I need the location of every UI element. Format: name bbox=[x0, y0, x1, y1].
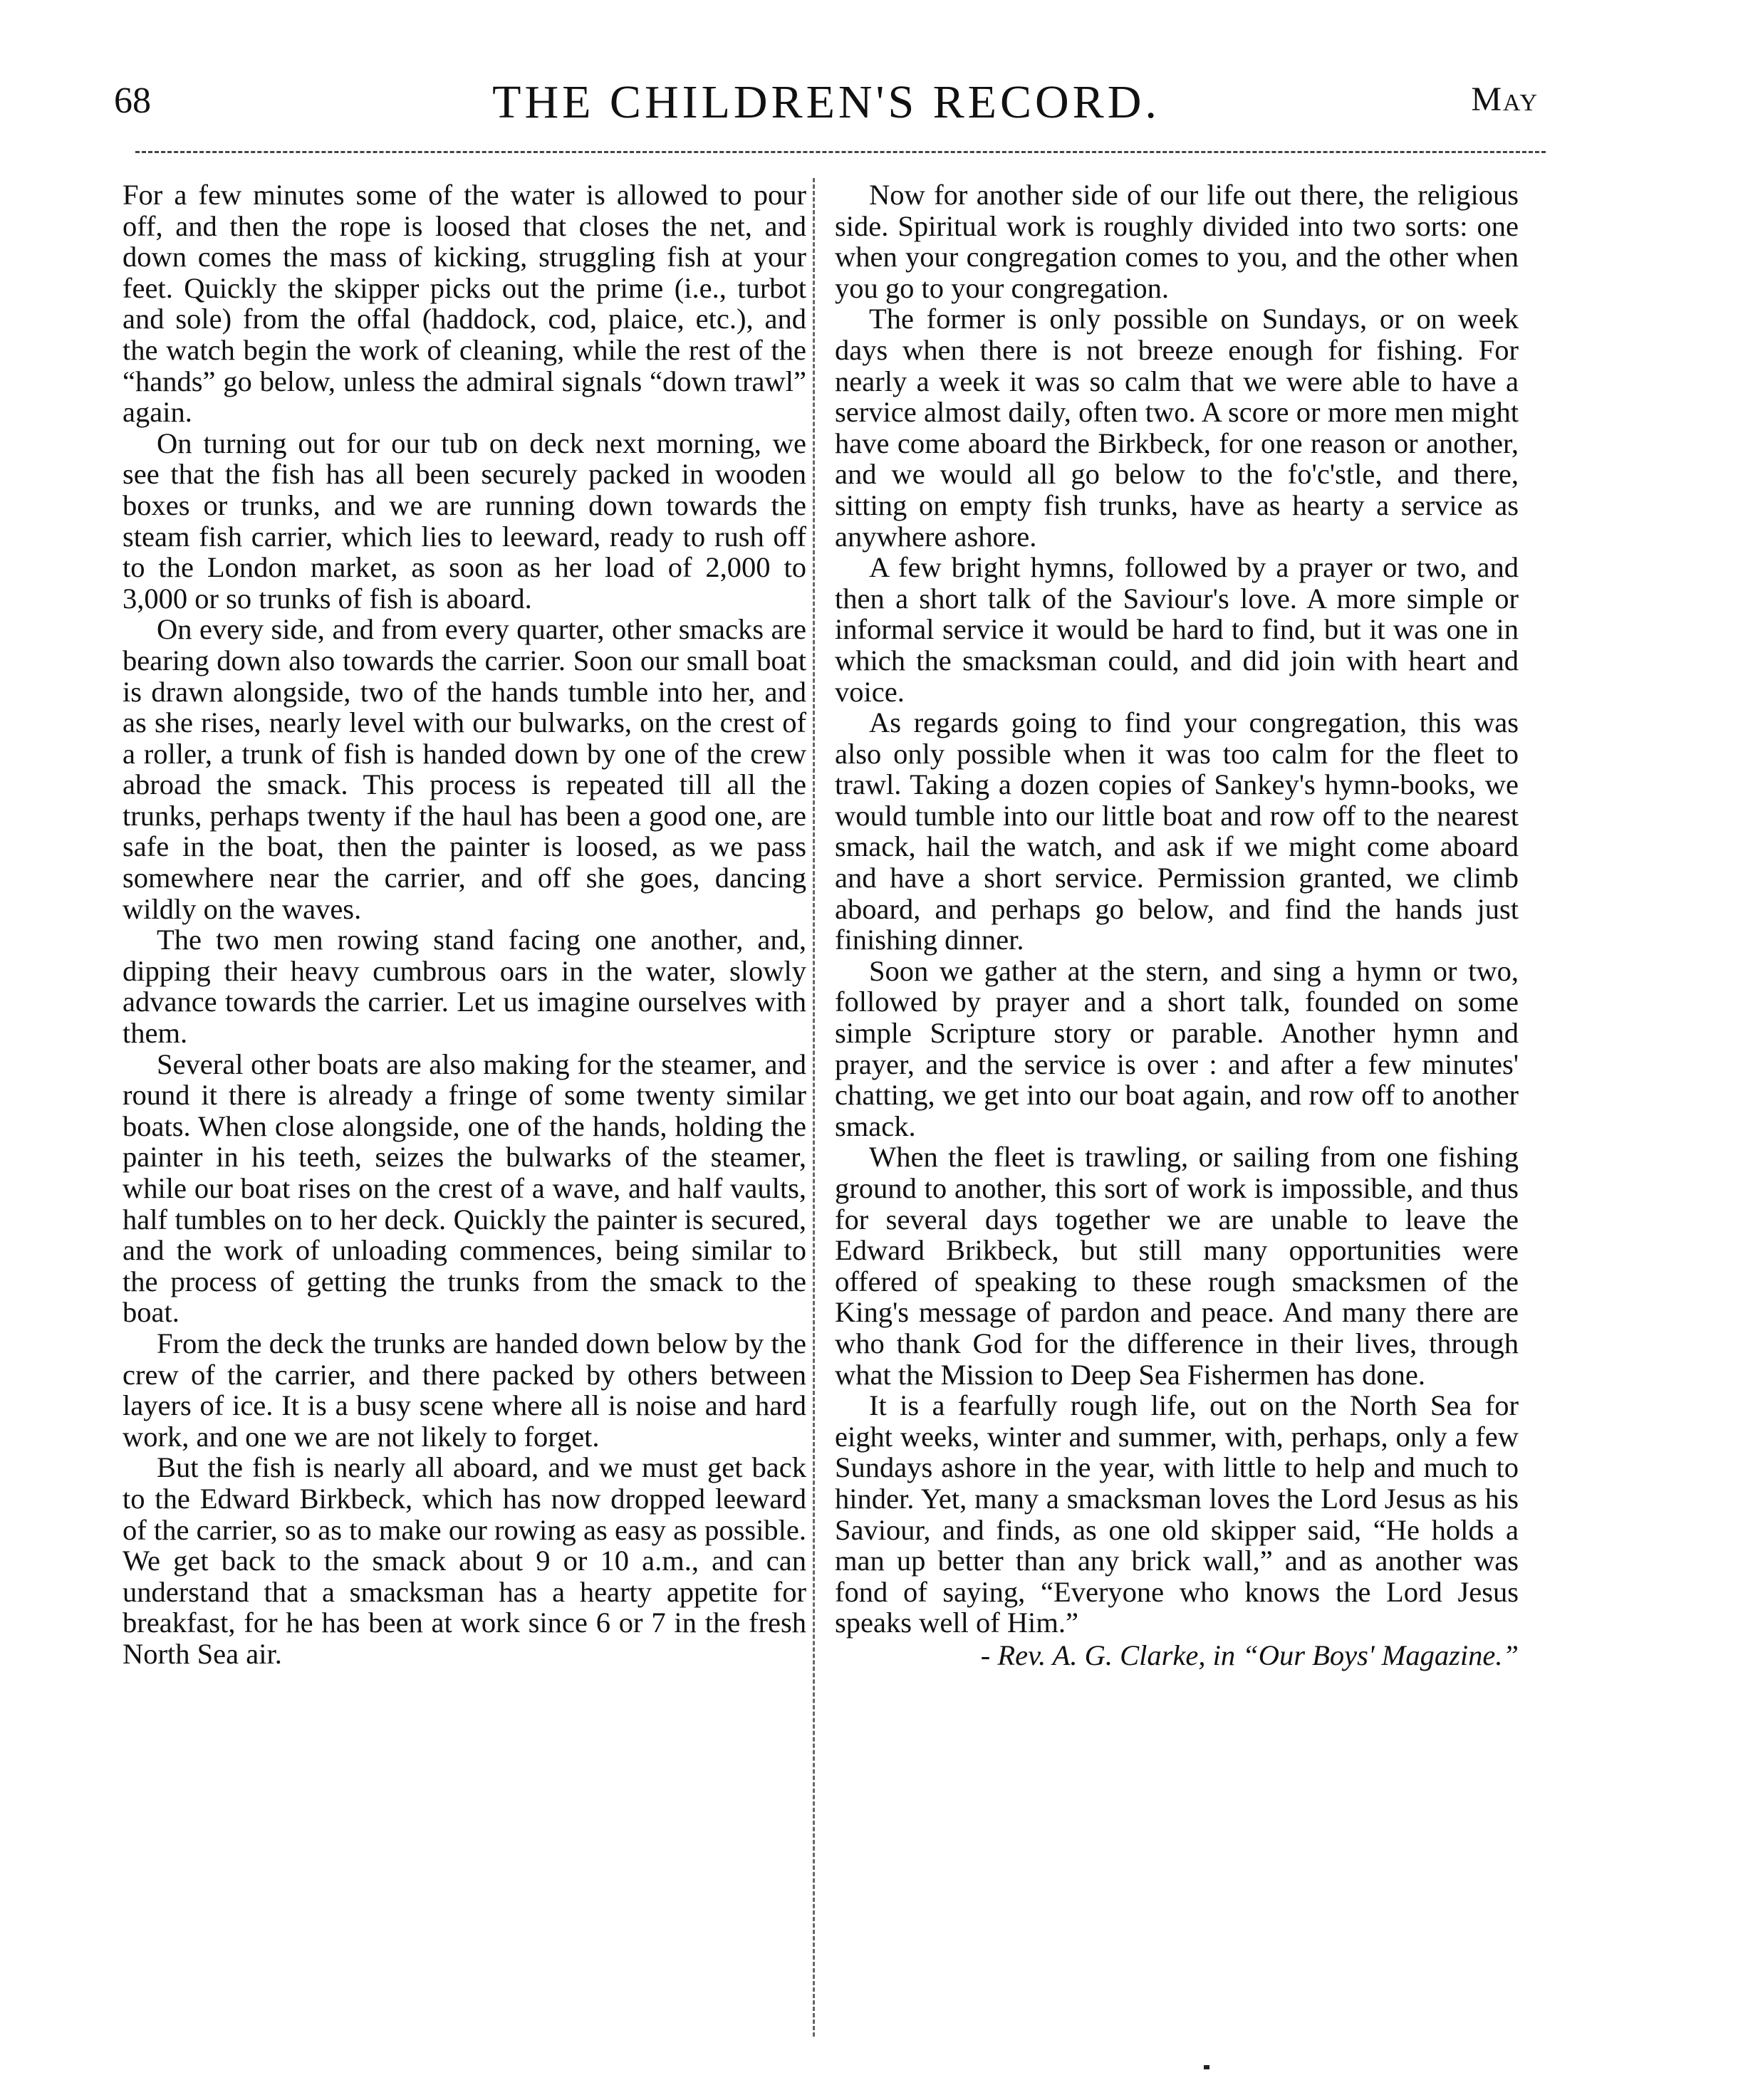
print-mark bbox=[1204, 2065, 1209, 2069]
paragraph: But the fish is nearly all aboard, and we must get back to the Edward Birkbeck, which has now dropped leeward of the carrier, so as to make our rowing as easy as possible. We get back to the smack about 9 or 10 a.m., and can understand that a smacksman has a hearty appetite for breakfast, for he has been at work since 6 or 7 in the fresh North Sea air. bbox=[123, 1451, 806, 1670]
paragraph: It is a fearfully rough life, out on the North Sea for eight weeks, winter and summer, with, perhaps, only a few Sundays ashore in the year, with little to help and much to hinder. Yet, many a smacksman loves the Lord Jesus as his Saviour, and finds, as one old skipper said, “He holds a man up better than any brick wall,” and as another was fond of saying, “Everyone who knows the Lord Jesus speaks well of Him.” bbox=[835, 1389, 1519, 1639]
publication-title: THE CHILDREN'S RECORD. bbox=[492, 76, 1160, 128]
issue-month: May bbox=[1471, 80, 1539, 118]
paragraph: Soon we gather at the stern, and sing a hymn or two, followed by prayer and a short talk, founded on some simple Scripture story or parable. Another hymn and prayer, and the service is over : and after a few minutes' chatting, we get into our boat again, and row off to another smack. bbox=[835, 954, 1519, 1142]
header-rule bbox=[135, 151, 1546, 153]
paragraph: Now for another side of our life out there, the religious side. Spiritual work is roughly divided into two sorts: one when your congregation comes to you, and the other when you go to your congregation. bbox=[835, 179, 1519, 304]
left-column bbox=[123, 179, 806, 1670]
paragraph: A few bright hymns, followed by a prayer or two, and then a short talk of the Saviour's love. A more simple or informal service it would be hard to find, but it was one in which the smacksman could, and did join with heart and voice. bbox=[835, 551, 1519, 708]
paragraph: On turning out for our tub on deck next morning, we see that the fish has all been securely packed in wooden boxes or trunks, and we are running down towards the steam fish carrier, which lies to leeward, ready to rush off to the London market, as soon as her load of 2,000 to 3,000 or so trunks of fish is aboard. bbox=[123, 427, 806, 615]
paragraph: Several other boats are also making for the steamer, and round it there is already a fringe of some twenty similar boats. When close alongside, one of the hands, holding the painter in his teeth, seizes the bulwarks of the steamer, while our boat rises on the crest of a wave, and half vaults, half tumbles on to her deck. Quickly the painter is secured, and the work of unloading commences, being similar to the process of getting the trunks from the smack to the boat. bbox=[123, 1048, 806, 1329]
paragraph: The two men rowing stand facing one another, and, dipping their heavy cumbrous oars in the water, slowly advance towards the carrier. Let us imagine ourselves with them. bbox=[123, 924, 806, 1050]
page-header bbox=[114, 76, 1539, 137]
paragraph: From the deck the trunks are handed down below by the crew of the carrier, and there packed by others between layers of ice. It is a busy scene where all is noise and hard work, and one we are not likely to forget. bbox=[123, 1327, 806, 1453]
paragraph: As regards going to find your congregation, this was also only possible when it was too calm for the fleet to trawl. Taking a dozen copies of Sankey's hymn-books, we would tumble into our little boat and row off to the nearest smack, hail the watch, and ask if we might come aboard and have a short service. Permission granted, we climb aboard, and perhaps go below, and find the hands just finishing dinner. bbox=[835, 706, 1519, 956]
right-column bbox=[835, 179, 1519, 1671]
paragraph: When the fleet is trawling, or sailing from one fishing ground to another, this sort of work is impossible, and thus for several days together we are unable to leave the Edward Brikbeck, but still many opportunities were offered of speaking to these rough smacksmen of the King's message of pardon and peace. And many there are who thank God for the difference in their lives, through what the Mission to Deep Sea Fishermen has done. bbox=[835, 1141, 1519, 1391]
column-divider bbox=[813, 178, 815, 2037]
page-number: 68 bbox=[114, 80, 151, 121]
article-byline: - Rev. A. G. Clarke, in “Our Boys' Magazine.” bbox=[980, 1639, 1519, 1671]
paragraph: For a few minutes some of the water is allowed to pour off, and then the rope is loosed that closes the net, and down comes the mass of kicking, struggling fish at your feet. Quickly the skipper picks out the prime (i.e., turbot and sole) from the offal (haddock, cod, plaice, etc.), and the watch begin the work of cleaning, while the rest of the “hands” go below, unless the admiral signals “down trawl” again. bbox=[123, 179, 806, 429]
paragraph: On every side, and from every quarter, other smacks are bearing down also towards the carrier. Soon our small boat is drawn alongside, two of the hands tumble into her, and as she rises, nearly level with our bulwarks, on the crest of a roller, a trunk of fish is handed down by one of the crew abroad the smack. This process is repeated till all the trunks, perhaps twenty if the haul has been a good one, are safe in the boat, then the painter is loosed, as we pass somewhere near the carrier, and off she goes, dancing wildly on the waves. bbox=[123, 613, 806, 925]
paragraph: The former is only possible on Sundays, or on week days when there is not breeze enough for fishing. For nearly a week it was so calm that we were able to have a service almost daily, often two. A score or more men might have come aboard the Birkbeck, for one reason or another, and we would all go below to the fo'c'stle, and there, sitting on empty fish trunks, have as hearty a service as anywhere ashore. bbox=[835, 303, 1519, 553]
